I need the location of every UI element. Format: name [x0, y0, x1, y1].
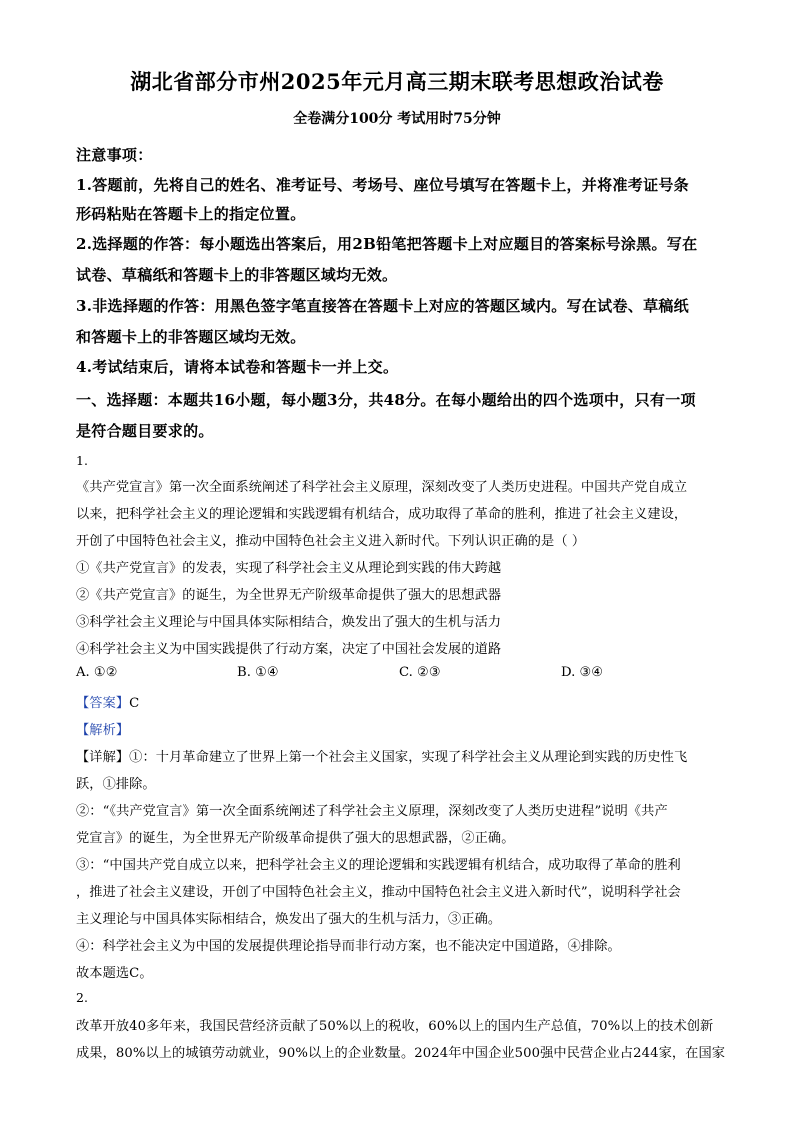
page-subtitle: 全卷满分100分 考试用时75分钟: [293, 111, 501, 127]
answer-value: C: [129, 696, 140, 711]
question-stem-line: 开创了中国特色社会主义，推动中国特色社会主义进入新时代。下列认识正确的是（ ）: [76, 534, 586, 549]
notice-line: 试卷、草稿纸和答题卡上的非答题区域均无效。: [76, 266, 398, 284]
detail-line: ②：“《共产党宣言》第一次全面系统阐述了科学社会主义原理，深刻改变了人类历史进程”说明《共产: [76, 804, 668, 819]
question-stem-line: 成果，80%以上的城镇劳动就业，90%以上的企业数量。2024年中国企业500强中民营企业占244家，在国家: [76, 1046, 726, 1061]
notice-line: 3.非选择题的作答：用黑色签字笔直接答在答题卡上对应的答题区域内。写在试卷、草稿纸: [76, 297, 689, 315]
statement: ②《共产党宣言》的诞生，为全世界无产阶级革命提供了强大的思想武器: [76, 588, 502, 603]
question-number: 2.: [76, 990, 88, 1005]
option-a: A. ①②: [76, 665, 118, 680]
detail-line: ，推进了社会主义建设，开创了中国特色社会主义，推动中国特色社会主义进入新时代”，说明科学社会: [76, 885, 681, 900]
detail-line: 主义理论与中国具体实际相结合，焕发出了强大的生机与活力，③正确。: [76, 912, 502, 927]
detail-line: 跃，①排除。: [76, 777, 156, 792]
question-stem-line: 改革开放40多年来，我国民营经济贡献了50%以上的税收，60%以上的国内生产总值，70%以上的技术创新: [76, 1019, 714, 1034]
detail-line: [76, 746, 726, 765]
statement: ①《共产党宣言》的发表，实现了科学社会主义从理论到实践的伟大跨越: [76, 561, 502, 576]
notice-line: 4.考试结束后，请将本试卷和答题卡一并上交。: [76, 358, 399, 376]
answer-label: 【答案】: [76, 696, 130, 711]
section-heading: 是符合题目要求的。: [76, 422, 214, 440]
section-heading: 一、选择题：本题共16小题，每小题3分，共48分。在每小题给出的四个选项中，只有一项: [76, 391, 696, 409]
notice-heading: 注意事项：: [76, 146, 153, 164]
notice-line: 1.答题前，先将自己的姓名、准考证号、考场号、座位号填写在答题卡上，并将准考证号条: [76, 176, 689, 194]
detail-label: 【详解】: [76, 750, 130, 765]
question-number: 1.: [76, 453, 88, 468]
analysis-label-text: 【解析】: [76, 723, 130, 738]
notice-line: 和答题卡上的非答题区域均无效。: [76, 328, 306, 346]
detail-text: ①：十月革命建立了世界上第一个社会主义国家，实现了科学社会主义从理论到实践的历史性飞: [129, 750, 688, 765]
option-c: C. ②③: [399, 665, 441, 680]
question-stem-line: 以来，把科学社会主义的理论逻辑和实践逻辑有机结合，成功取得了革命的胜利，推进了社会主义建设，: [76, 507, 688, 522]
page-title: 湖北省部分市州2025年元月高三期末联考思想政治试卷: [130, 69, 664, 94]
answer-row: [76, 692, 726, 711]
statement: ④科学社会主义为中国实践提供了行动方案，决定了中国社会发展的道路: [76, 642, 502, 657]
notice-line: 2.选择题的作答：每小题选出答案后，用2B铅笔把答题卡上对应题目的答案标号涂黑。写在: [76, 235, 698, 253]
detail-line: 故本题选C。: [76, 966, 153, 981]
option-b: B. ①④: [237, 665, 279, 680]
detail-line: ③：“中国共产党自成立以来，把科学社会主义的理论逻辑和实践逻辑有机结合，成功取得了革命的胜利: [76, 858, 681, 873]
detail-line: 党宣言》的诞生，为全世界无产阶级革命提供了强大的思想武器，②正确。: [76, 831, 515, 846]
question-stem-line: 《共产党宣言》第一次全面系统阐述了科学社会主义原理，深刻改变了人类历史进程。中国共产党自成立: [76, 480, 688, 495]
notice-line: 形码粘贴在答题卡上的指定位置。: [76, 205, 306, 223]
statement: ③科学社会主义理论与中国具体实际相结合，焕发出了强大的生机与活力: [76, 615, 502, 630]
analysis-label: [76, 719, 726, 738]
option-d: D. ③④: [561, 665, 604, 680]
detail-line: ④：科学社会主义为中国的发展提供理论指导而非行动方案，也不能决定中国道路，④排除。: [76, 939, 621, 954]
